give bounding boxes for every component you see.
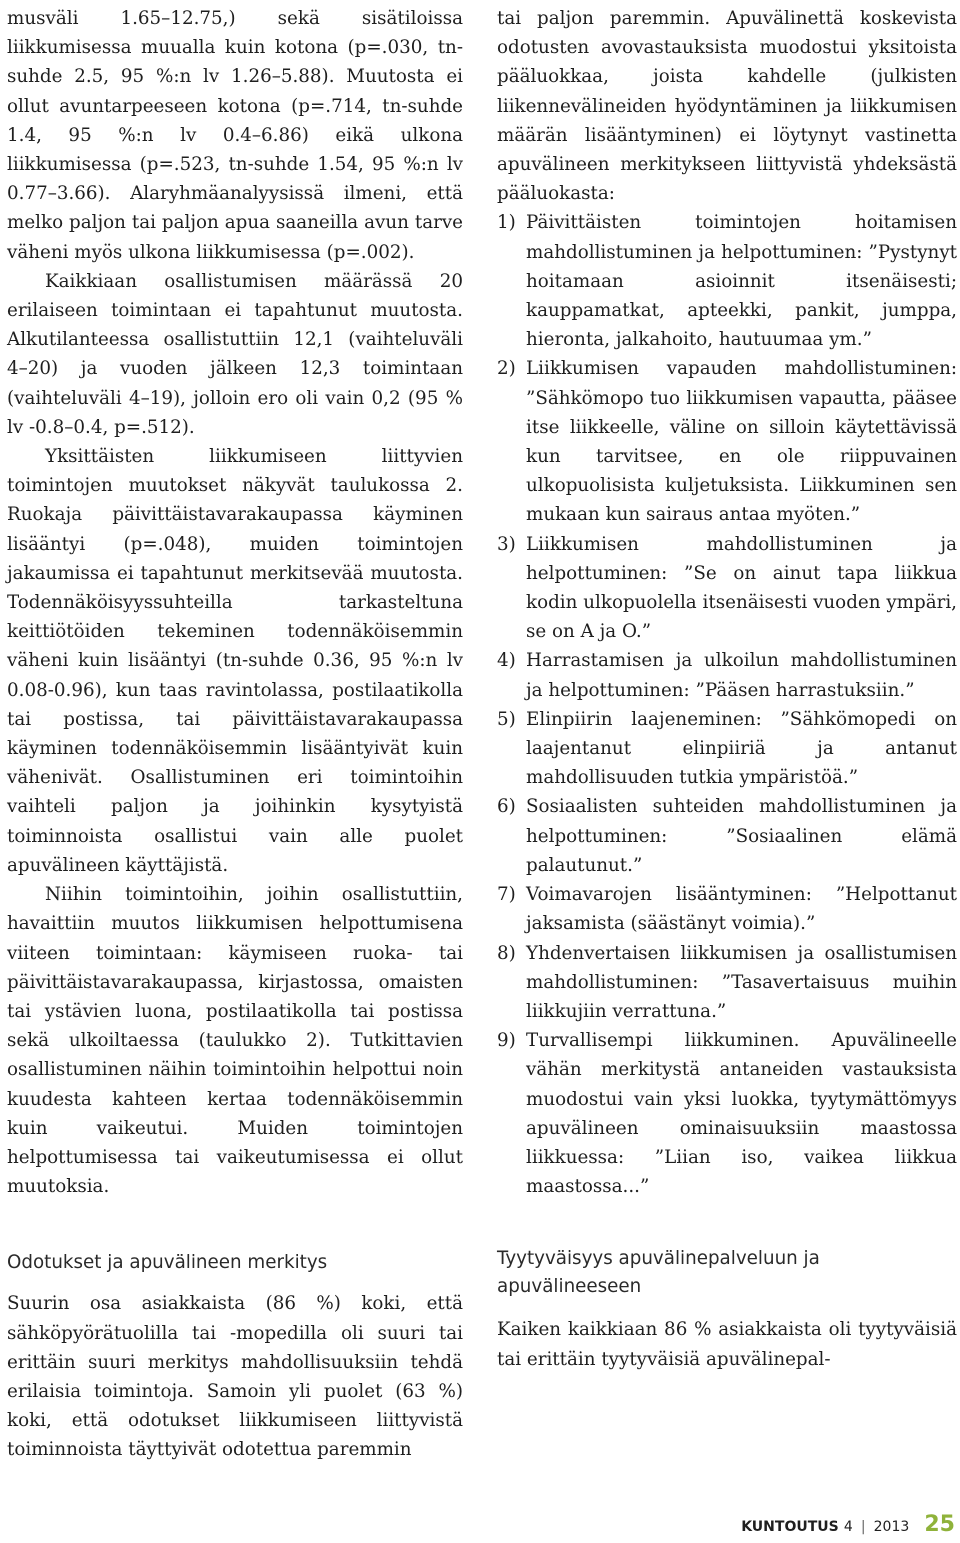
right-column <box>497 4 957 1374</box>
list-number: 9) <box>497 1030 516 1052</box>
left-column <box>7 4 463 1465</box>
page-number: 25 <box>924 1512 955 1537</box>
list-item <box>497 880 957 938</box>
left-paragraph-4: Niihin toimintoihin, joihin osallistuttiin, havaittiin muutos liikkumisen helpottumisena viiteen toimintaan: käymiseen ruoka- tai päivittäistavarakaupassa, kirjastossa, omaisten tai ystävien luona, postilaatikolla tai postissa sekä ulkoiltaessa (taulukko 2). Tutkittavien osallistuminen näihin toimintoihin helpottui noin kuudesta kahteen kertaa todennäköisemmin kuin vaikeutui. Muiden toimintojen helpottumisessa tai vaikeutumisessa ei ollut muutoksia. <box>7 884 463 1198</box>
issue-number: 4 <box>843 1519 853 1535</box>
section-heading-tyytyvaisyys: Tyytyväisyys apuvälinepalveluun ja apuvälineeseen <box>497 1248 820 1298</box>
journal-name: KUNTOUTUS <box>741 1519 839 1535</box>
list-number: 1) <box>497 212 516 234</box>
issue-year: 2013 <box>873 1519 910 1535</box>
list-number: 7) <box>497 884 516 906</box>
left-paragraph-3: Yksittäisten liikkumiseen liittyvien toimintojen muutokset näkyvät taulukossa 2. Ruokaja päivittäistavarakaupassa käyminen lisääntyi (p=.048), muiden toimintojen jakaumissa ei tapahtunut merkitsevää muutosta. Todennäköisyyssuhteilla tarkasteltuna keittiötöiden tekeminen todennäköisemmin väheni kuin lisääntyi (tn-suhde 0.36, 95 %:n lv 0.08-0.96), kun taas ravintolassa, postilaatikolla tai postissa, tai päivittäistavarakaupassa käyminen todennäköisemmin lisääntyivät kuin vähenivät. Osallistuminen eri toimintoihin vaihteli paljon ja joihinkin kysytyistä toiminnoista osallistui vain alle puolet apuvälineen käyttäjistä. <box>7 446 463 876</box>
list-item <box>497 792 957 880</box>
list-text: Liikkumisen mahdollistuminen ja helpottuminen: ”Se on ainut tapa liikkua kodin ulkopuolella itsenäisesti vuoden ympäri, se on A ja O.” <box>526 533 957 643</box>
list-text: Voimavarojen lisääntyminen: ”Helpottanut jaksamista (säästänyt voimia).” <box>526 884 957 935</box>
right-paragraph-1: tai paljon paremmin. Apuvälinettä koskevista odotusten avovastauksista muodostui yksitoista pääluokkaa, joista kahdelle (julkisten liikennevälineiden hyödyntäminen ja liikkumisen määrän lisääntyminen) ei löytynyt vastinetta apuvälineen merkitykseen liittyvistä yhdeksästä pääluokasta: <box>497 8 957 205</box>
list-item <box>497 530 957 647</box>
list-number: 6) <box>497 796 516 818</box>
list-item <box>497 208 957 354</box>
list-number: 2) <box>497 358 516 380</box>
list-item <box>497 1026 957 1201</box>
list-item <box>497 646 957 704</box>
list-text: Liikkumisen vapauden mahdollistuminen: ”Sähkömopo tuo liikkumisen vapautta, pääsee itse liikkeelle, väline on silloin käytettävissä kun tarvitsee, en ole riippuvainen ulkopuolisista kuljetuksista. Liikkuminen sen mukaan kun sairaus antaa myöten.” <box>526 358 957 526</box>
list-text: Sosiaalisten suhteiden mahdollistuminen ja helpottuminen: ”Sosiaalinen elämä palautunut.” <box>526 796 957 876</box>
list-text: Päivittäisten toimintojen hoitamisen mahdollistuminen ja helpottuminen: ”Pystynyt hoitamaan asioinnit itsenäisesti; kauppamatkat, apteekki, pankit, jumppa, hieronta, jalkahoito, hautuumaa ym.” <box>526 212 957 351</box>
list-number: 3) <box>497 533 516 555</box>
list-text: Harrastamisen ja ulkoilun mahdollistuminen ja helpottuminen: ”Pääsen harrastuksiin.” <box>526 650 957 701</box>
list-number: 5) <box>497 708 516 730</box>
list-text: Turvallisempi liikkuminen. Apuvälineelle vähän merkitystä antaneiden vastauksista muodostui vain yksi luokka, tyytymättömyys apuvälineen ominaisuuksiin maastossa liikkuessa: ”Liian iso, vaikea liikkua maastossa...” <box>526 1030 957 1198</box>
list-text: Elinpiirin laajeneminen: ”Sähkömopedi on laajentanut elinpiiriä ja antanut mahdollisuuden tutkia ympäristöä.” <box>526 708 957 789</box>
list-item <box>497 705 957 793</box>
section-heading-odotukset: Odotukset ja apuvälineen merkitys <box>7 1252 328 1274</box>
list-item <box>497 939 957 1027</box>
list-text: Yhdenvertaisen liikkumisen ja osallistumisen mahdollistuminen: ”Tasavertaisuus muihin liikkujiin verrattuna.” <box>526 942 957 1022</box>
right-paragraph-2: Kaiken kaikkiaan 86 % asiakkaista oli tyytyväisiä tai erittäin tyytyväisiä apuvälinepal- <box>497 1319 957 1370</box>
list-number: 8) <box>497 942 516 964</box>
page-footer <box>741 1512 955 1537</box>
list-number: 4) <box>497 650 516 672</box>
left-paragraph-5: Suurin osa asiakkaista (86 %) koki, että sähköpyörätuolilla tai -mopedilla oli suuri tai erittäin suuri merkitys mahdollisuuksiin tehdä erilaisia toimintoja. Samoin yli puolet (63 %) koki, että odotukset liikkumiseen liittyvistä toiminnoista täyttyivät odotettua paremmin <box>7 1293 463 1461</box>
left-paragraph-1: musväli 1.65–12.75,) sekä sisätiloissa liikkumisessa muualla kuin kotona (p=.030, tn-suhde 2.5, 95 %:n lv 1.26–5.88). Muutosta ei ollut avuntarpeeseen kotona (p=.714, tn-suhde 1.4, 95 %:n lv 0.4–6.86) eikä ulkona liikkumisessa (p=.523, tn-suhde 1.54, 95 %:n lv 0.77–3.66). Alaryhmäanalyysissä ilmeni, että melko paljon tai paljon apua saaneilla avun tarve väheni myös ulkona liikkumisessa (p=.002). <box>7 8 463 263</box>
footer-separator: | <box>860 1519 866 1535</box>
left-paragraph-2: Kaikkiaan osallistumisen määrässä 20 erilaiseen toimintaan ei tapahtunut muutosta. Alkutilanteessa osallistuttiin 12,1 (vaihteluväli 4–20) ja vuoden jälkeen 12,3 toimintaan (vaihteluväli 4–19), jolloin ero oli vain 0,2 (95 % lv -0.8–0.4, p=.512). <box>7 270 463 438</box>
list-item <box>497 354 957 529</box>
